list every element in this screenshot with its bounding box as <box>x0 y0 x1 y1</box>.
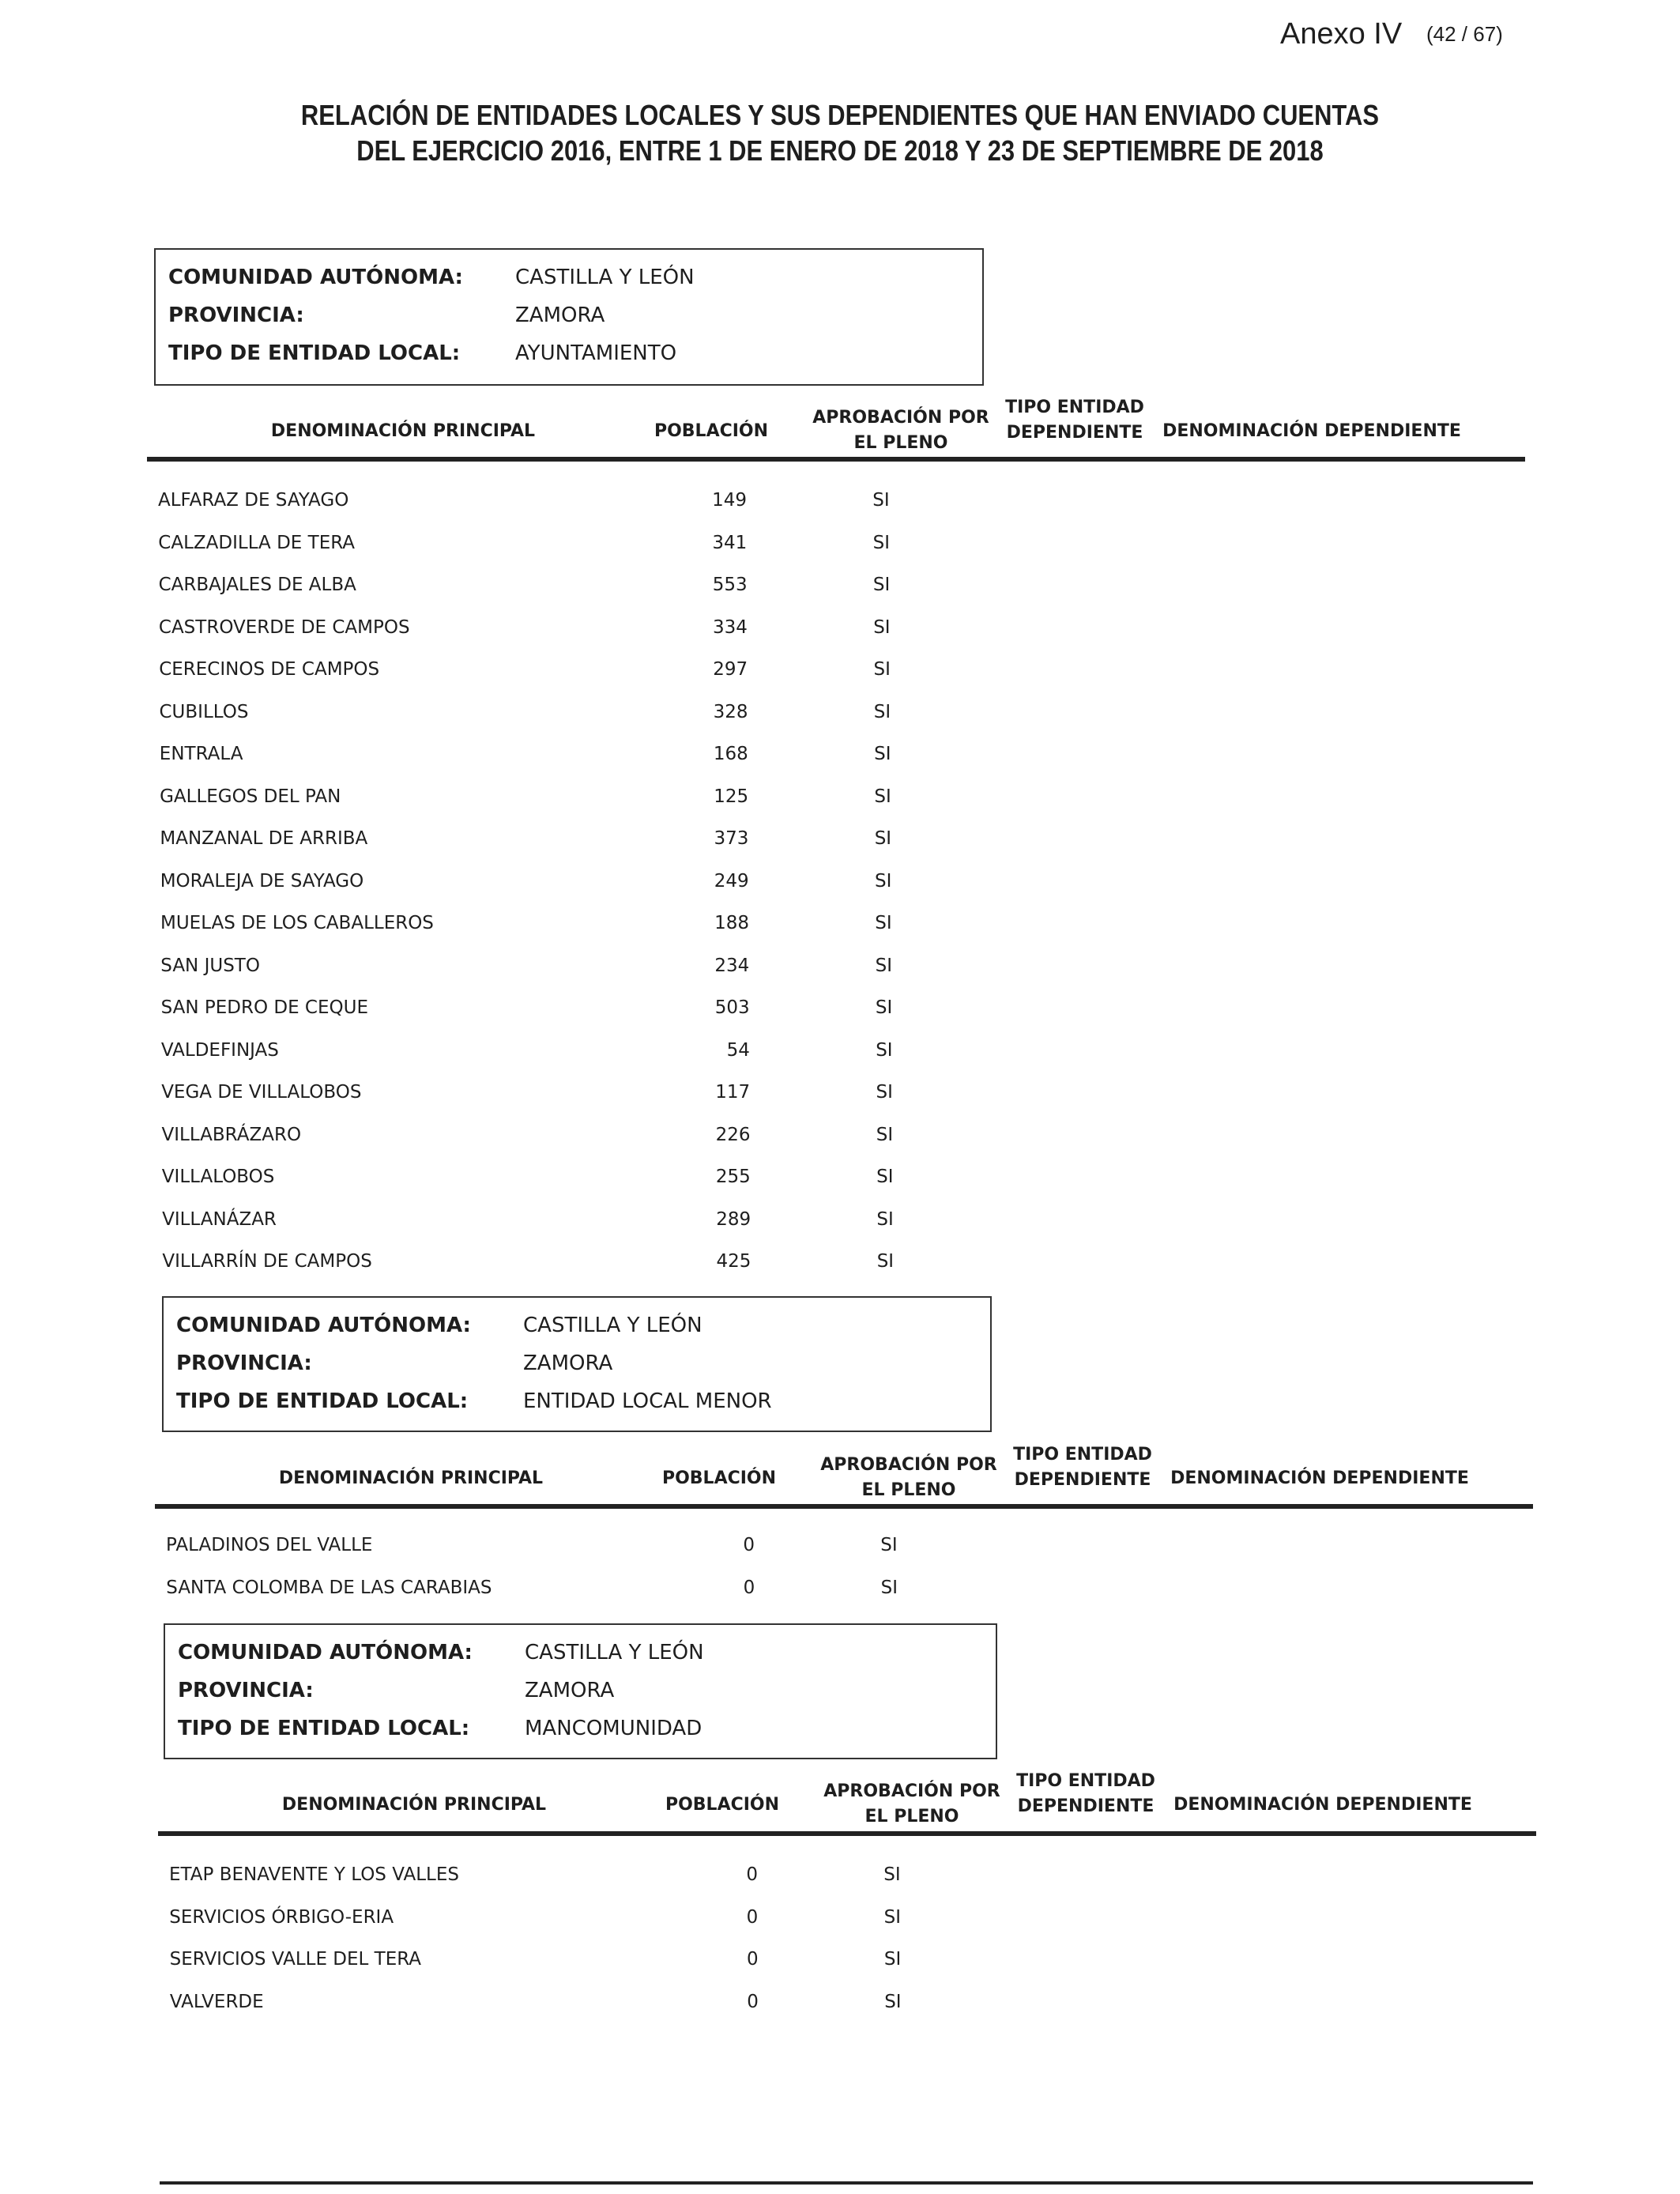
entity-info-box <box>154 248 984 386</box>
column-header-denominacion-dependiente-line: DENOMINACIÓN DEPENDIENTE <box>1173 1795 1472 1815</box>
table-row <box>169 1906 959 1929</box>
entity-approval: SI <box>876 1124 894 1145</box>
entity-name: VILLANÁZAR <box>162 1208 277 1230</box>
table-row <box>160 869 951 893</box>
table-row <box>160 742 950 766</box>
column-header-poblacion <box>632 419 790 444</box>
entity-population: 0 <box>743 1535 755 1555</box>
table-row <box>161 996 951 1020</box>
provincia-value: ZAMORA <box>515 303 605 327</box>
comunidad-autonoma-value: CASTILLA Y LEÓN <box>515 266 695 289</box>
entity-population: 255 <box>715 1167 751 1187</box>
entity-approval: SI <box>880 1577 898 1598</box>
entity-approval: SI <box>872 490 890 511</box>
entity-population: 0 <box>746 1864 758 1885</box>
column-header-denominacion-dependiente <box>1162 419 1462 444</box>
entity-population: 188 <box>714 913 749 933</box>
table-row <box>159 658 949 681</box>
entity-name: ENTRALA <box>159 744 243 764</box>
entity-name: SANTA COLOMBA DE LAS CARABIAS <box>166 1577 492 1598</box>
tipo-entidad-local-label: TIPO DE ENTIDAD LOCAL: <box>176 1389 469 1413</box>
entity-name: CUBILLOS <box>159 701 249 722</box>
entity-approval: SI <box>884 1991 902 2012</box>
column-header-tipo-dependiente <box>1004 1442 1162 1493</box>
comunidad-autonoma-value: CASTILLA Y LEÓN <box>523 1314 703 1337</box>
column-header-tipo-dependiente-line: DEPENDIENTE <box>1017 1796 1155 1816</box>
tipo-entidad-local-label: TIPO DE ENTIDAD LOCAL: <box>178 1717 470 1740</box>
entity-approval: SI <box>875 955 892 976</box>
column-header-denominacion-dependiente <box>1170 1466 1470 1491</box>
table-row <box>158 488 948 512</box>
entity-approval: SI <box>876 1208 894 1230</box>
entity-approval: SI <box>876 1251 895 1272</box>
entity-approval: SI <box>874 870 892 892</box>
column-header-denominacion <box>232 1793 596 1818</box>
table-row <box>170 1990 960 2014</box>
entity-population: 0 <box>743 1577 755 1598</box>
column-header-aprobacion <box>817 1779 1007 1830</box>
entity-population: 297 <box>713 659 748 680</box>
entity-name: VILLALOBOS <box>161 1167 275 1187</box>
entity-population: 0 <box>746 1949 759 1970</box>
entity-name: SAN PEDRO DE CEQUE <box>160 997 368 1018</box>
entity-name: ETAP BENAVENTE Y LOS VALLES <box>169 1864 459 1885</box>
entity-population: 341 <box>712 532 748 553</box>
entity-name: VILLABRÁZARO <box>161 1124 302 1145</box>
entity-population: 117 <box>715 1082 751 1103</box>
table-row <box>169 1863 959 1887</box>
entity-name: VEGA DE VILLALOBOS <box>161 1082 362 1103</box>
table-row <box>162 1250 952 1273</box>
column-header-aprobacion <box>806 405 996 456</box>
entity-name: VILLARRÍN DE CAMPOS <box>162 1251 372 1272</box>
table-row <box>170 1947 960 1971</box>
entity-population: 425 <box>716 1251 751 1272</box>
column-header-tipo-dependiente-line: DEPENDIENTE <box>1006 423 1143 443</box>
table-row <box>162 1208 952 1231</box>
column-header-aprobacion-line: APROBACIÓN POR <box>820 1455 997 1475</box>
table-row <box>160 954 951 978</box>
entity-approval: SI <box>873 701 891 722</box>
table-row <box>160 827 950 850</box>
column-header-tipo-dependiente-line: TIPO ENTIDAD <box>1005 398 1144 417</box>
entity-population: 168 <box>713 744 748 764</box>
entity-population: 0 <box>747 1991 759 2012</box>
column-header-denominacion-dependiente-line: DENOMINACIÓN DEPENDIENTE <box>1170 1468 1469 1488</box>
entity-name: CALZADILLA DE TERA <box>158 532 356 553</box>
column-header-aprobacion-line: APROBACIÓN POR <box>812 408 989 428</box>
provincia-label: PROVINCIA: <box>168 303 304 327</box>
table-row <box>166 1533 956 1557</box>
entity-approval: SI <box>875 913 892 933</box>
column-header-divider <box>155 1504 1533 1509</box>
provincia-label: PROVINCIA: <box>178 1679 314 1702</box>
entity-approval: SI <box>872 575 891 595</box>
entity-population: 125 <box>714 786 749 807</box>
table-row <box>166 1576 956 1600</box>
entity-name: CASTROVERDE DE CAMPOS <box>158 616 410 638</box>
column-header-aprobacion-line: EL PLENO <box>861 1480 956 1500</box>
entity-name: CERECINOS DE CAMPOS <box>159 659 380 680</box>
column-header-denominacion-dependiente-line: DENOMINACIÓN DEPENDIENTE <box>1162 421 1461 441</box>
entity-approval: SI <box>873 616 891 638</box>
column-header-denominacion-line: DENOMINACIÓN PRINCIPAL <box>278 1468 544 1488</box>
table-row <box>162 1165 952 1189</box>
entity-approval: SI <box>873 659 891 680</box>
entity-population: 226 <box>715 1124 751 1145</box>
entity-approval: SI <box>880 1535 898 1555</box>
table-row <box>158 531 948 555</box>
column-header-tipo-dependiente-line: TIPO ENTIDAD <box>1013 1445 1152 1465</box>
entity-approval: SI <box>872 532 890 553</box>
table-row <box>160 700 950 724</box>
entity-name: MORALEJA DE SAYAGO <box>160 870 364 892</box>
column-header-aprobacion-line: APROBACIÓN POR <box>823 1781 1000 1801</box>
column-header-tipo-dependiente-line: TIPO ENTIDAD <box>1016 1771 1155 1791</box>
entity-approval: SI <box>876 1082 893 1103</box>
entity-name: VALVERDE <box>169 1991 264 2012</box>
entity-name: VALDEFINJAS <box>160 1039 279 1061</box>
column-header-denominacion-line: DENOMINACIÓN PRINCIPAL <box>281 1795 547 1815</box>
table-row <box>162 1123 952 1147</box>
column-header-divider <box>158 1831 1536 1836</box>
entity-population: 234 <box>714 955 750 976</box>
entity-population: 553 <box>712 575 748 595</box>
table-row <box>159 616 949 639</box>
entity-population: 149 <box>712 490 747 511</box>
column-header-poblacion-line: POBLACIÓN <box>665 1795 780 1815</box>
page-number: (42 / 67) <box>1426 22 1503 46</box>
provincia-value: ZAMORA <box>523 1351 613 1375</box>
entity-name: CARBAJALES DE ALBA <box>158 575 356 595</box>
entity-approval: SI <box>883 1949 902 1970</box>
entity-approval: SI <box>883 1864 901 1885</box>
table-row <box>159 573 949 597</box>
column-header-denominacion-line: DENOMINACIÓN PRINCIPAL <box>270 421 536 441</box>
tipo-entidad-local-value: AYUNTAMIENTO <box>515 341 677 365</box>
column-header-divider <box>147 457 1525 462</box>
column-header-tipo-dependiente <box>996 395 1154 446</box>
comunidad-autonoma-label: COMUNIDAD AUTÓNOMA: <box>176 1314 471 1337</box>
entity-population: 328 <box>713 701 748 722</box>
page-header-annex: Anexo IV <box>1280 17 1403 51</box>
column-header-poblacion-line: POBLACIÓN <box>661 1468 777 1488</box>
entity-population: 0 <box>746 1906 759 1928</box>
entity-population: 289 <box>716 1208 751 1230</box>
entity-approval: SI <box>875 997 893 1018</box>
entity-name: SERVICIOS VALLE DEL TERA <box>169 1949 422 1970</box>
column-header-tipo-dependiente <box>1007 1769 1165 1819</box>
entity-approval: SI <box>874 786 891 807</box>
column-header-aprobacion-line: EL PLENO <box>864 1807 959 1826</box>
entity-population: 503 <box>714 997 750 1018</box>
footer-divider <box>160 2181 1533 2185</box>
entity-approval: SI <box>883 1906 901 1928</box>
entity-population: 334 <box>712 616 748 638</box>
entity-name: ALFARAZ DE SAYAGO <box>158 490 349 511</box>
entity-approval: SI <box>874 828 892 849</box>
entity-name: GALLEGOS DEL PAN <box>160 786 341 807</box>
entity-info-box <box>162 1296 992 1432</box>
entity-population: 373 <box>714 828 749 849</box>
tipo-entidad-local-value: ENTIDAD LOCAL MENOR <box>523 1389 772 1413</box>
entity-population: 54 <box>726 1039 750 1061</box>
comunidad-autonoma-label: COMUNIDAD AUTÓNOMA: <box>168 266 463 289</box>
table-row <box>160 785 950 809</box>
column-header-poblacion <box>643 1793 801 1818</box>
table-row <box>161 1039 951 1062</box>
table-row <box>161 1080 951 1104</box>
entity-name: MUELAS DE LOS CABALLEROS <box>160 913 434 933</box>
column-header-aprobacion-line: EL PLENO <box>853 433 948 453</box>
column-header-denominacion-dependiente <box>1173 1793 1473 1818</box>
column-header-denominacion <box>221 419 585 444</box>
entity-approval: SI <box>876 1039 893 1061</box>
document-title-line1: RELACIÓN DE ENTIDADES LOCALES Y SUS DEPENDIENTES QUE HAN ENVIADO CUENTAS <box>300 99 1380 131</box>
column-header-poblacion-line: POBLACIÓN <box>654 421 769 441</box>
column-header-poblacion <box>640 1466 798 1491</box>
comunidad-autonoma-label: COMUNIDAD AUTÓNOMA: <box>178 1641 473 1664</box>
provincia-value: ZAMORA <box>525 1679 615 1702</box>
column-header-tipo-dependiente-line: DEPENDIENTE <box>1014 1470 1151 1490</box>
column-header-denominacion <box>229 1466 593 1491</box>
document-title-line2: DEL EJERCICIO 2016, ENTRE 1 DE ENERO DE 2018 Y 23 DE SEPTIEMBRE DE 2018 <box>356 134 1324 167</box>
provincia-label: PROVINCIA: <box>176 1351 312 1375</box>
entity-name: PALADINOS DEL VALLE <box>166 1535 373 1555</box>
entity-population: 249 <box>714 870 749 892</box>
table-row <box>160 911 951 935</box>
comunidad-autonoma-value: CASTILLA Y LEÓN <box>525 1641 704 1664</box>
entity-approval: SI <box>876 1167 894 1187</box>
entity-name: MANZANAL DE ARRIBA <box>160 828 368 849</box>
column-header-aprobacion <box>814 1453 1004 1503</box>
entity-name: SERVICIOS ÓRBIGO-ERIA <box>169 1906 394 1928</box>
tipo-entidad-local-label: TIPO DE ENTIDAD LOCAL: <box>168 341 461 365</box>
entity-name: SAN JUSTO <box>160 955 260 976</box>
tipo-entidad-local-value: MANCOMUNIDAD <box>525 1717 703 1740</box>
entity-info-box <box>164 1623 997 1759</box>
entity-approval: SI <box>874 744 891 764</box>
